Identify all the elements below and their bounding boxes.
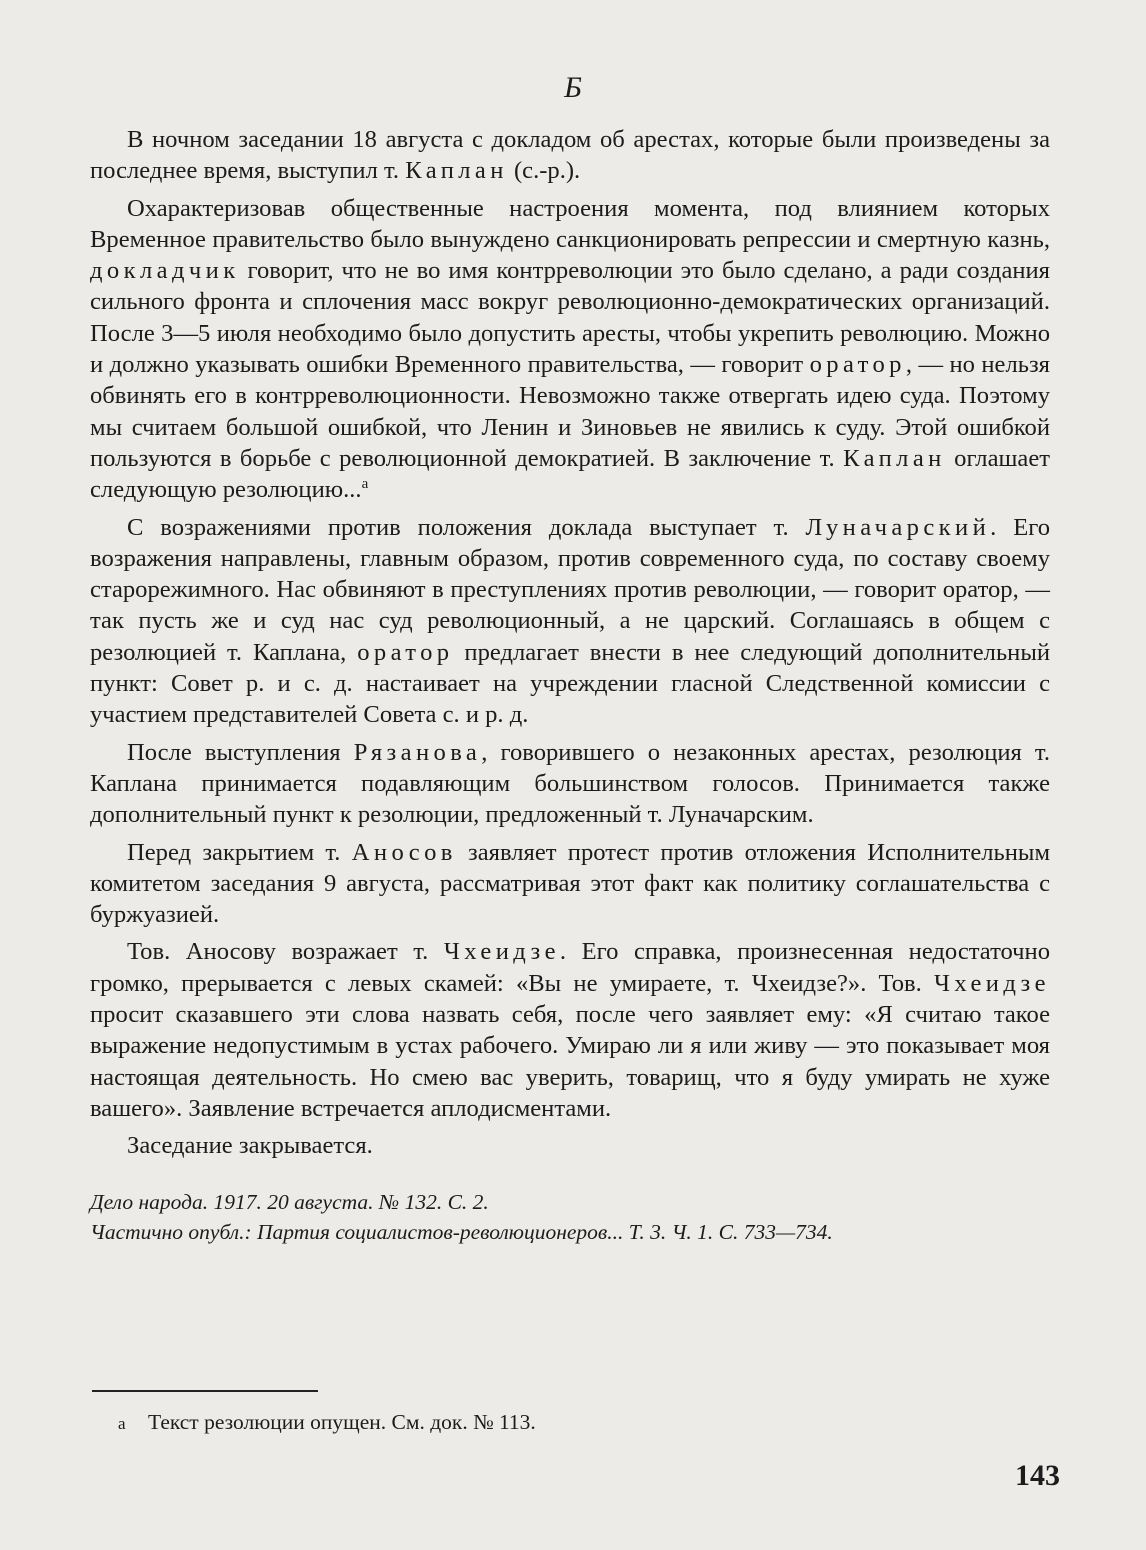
paragraph-text: , говорившего о незаконных арестах, резолюция т. Каплана принимается подавляющим большинством голосов. Принимается также дополнительный пункт к резолюции, предложенный т. Луначарским. <box>90 738 1050 829</box>
speaker-name: оратор <box>357 638 454 666</box>
paragraph-text: Тов. Аносову возражает т. <box>127 938 444 966</box>
speaker-name: Каплан <box>405 157 508 185</box>
speaker-name: Аносов <box>351 838 457 866</box>
speaker-name: докладчик <box>90 257 240 285</box>
paragraph-7 <box>90 1130 1050 1161</box>
paragraph-text: просит сказавшего эти слова назвать себя, после чего заявляет ему: «Я считаю такое выражение недопустимым в устах рабочего. Умираю ли я или живу — это показывает моя настоящая деятельность. Но смею вас уверить, товарищ, что я буду умирать не хуже вашего». Заявление встречается аплодисментами. <box>90 1001 1050 1122</box>
speaker-name: Каплан <box>843 444 946 472</box>
paragraph-text: Заседание закрывается. <box>127 1132 373 1160</box>
paragraph-text: . Его справка, произнесенная недостаточно громко, прерывается с левых скамей: «Вы не умираете, т. Чхеидзе?». Тов. <box>90 938 1050 997</box>
paragraph-1 <box>90 124 1050 187</box>
speaker-name: Рязанова <box>353 738 482 766</box>
paragraph-text: говорит, что не во имя контрреволюции это было сделано, а ради создания сильного фронта и сплочения масс вокруг революционно-демократических организаций. После 3—5 июля необходимо было допустить аресты, чтобы укрепить революцию. Можно и должно указывать ошибки Временного правительства, — говорит <box>90 257 1050 379</box>
paragraph-text: , — но нельзя обвинять его в контрреволюционности. Невозможно также отвергать идею суда. Поэтому мы считаем большой ошибкой, что Ленин и Зиновьев не явились к суду. Этой ошибкой пользуются в борьбе с революционной демократией. В заключение т. <box>90 351 1050 472</box>
paragraph-2 <box>90 193 1050 506</box>
section-letter: Б <box>564 71 582 104</box>
footnote-divider <box>92 1390 318 1392</box>
paragraph-text: После выступления <box>127 738 354 766</box>
paragraph-text: заявляет протест против отложения Исполнительным комитетом заседания 9 августа, рассматривая этот факт как политику соглашательства с буржуазией. <box>90 838 1051 929</box>
paragraph-3 <box>90 512 1050 731</box>
paragraph-4 <box>90 737 1050 831</box>
speaker-name: Чхеидзе <box>443 938 560 966</box>
speaker-name: оратор <box>809 351 906 379</box>
paragraph-5 <box>90 837 1050 931</box>
footnote-mark: а <box>118 1414 126 1433</box>
paragraph-text: Охарактеризовав общественные настроения момента, под влиянием которых Временное правительство было вынуждено санкционировать репрессии и смертную казнь, <box>90 194 1050 253</box>
paragraph-text: Перед закрытием т. <box>127 838 352 866</box>
speaker-name: Луначарский <box>805 513 991 541</box>
source-citation: Дело народа. 1917. 20 августа. № 132. С. 2. <box>90 1190 489 1214</box>
paragraph-text: В ночном заседании 18 августа с докладом об арестах, которые были произведены за последнее время, выступил т. <box>90 126 1050 185</box>
footnote-reference: а <box>361 476 369 493</box>
source-citation: Частично опубл.: Партия социалистов-революционеров... Т. 3. Ч. 1. С. 733—734. <box>90 1220 833 1244</box>
paragraph-6 <box>90 936 1050 1124</box>
paragraph-text: . Его возражения направлены, главным образом, против современного суда, по составу своему старорежимного. Нас обвиняют в преступлениях против революции, — говорит оратор, — так пусть же и суд нас суд революционный, а не царский. Соглашаясь в общем с резолюцией т. Каплана, <box>90 513 1050 666</box>
footnote <box>118 1408 536 1438</box>
paragraph-text: предлагает внести в нее следующий дополнительный пункт: Совет р. и с. д. настаивает на учреждении гласной Следственной комиссии с участием представителей Совета с. и р. д. <box>90 638 1051 729</box>
source-citations <box>90 1187 1050 1247</box>
document-body <box>90 124 1050 1168</box>
speaker-name: Чхеидзе <box>934 969 1050 997</box>
page-number: 143 <box>1015 1459 1060 1492</box>
paragraph-text: (с.-р.). <box>507 157 581 185</box>
footnote-text: Текст резолюции опущен. См. док. № 113. <box>148 1410 536 1434</box>
paragraph-text: С возражениями против положения доклада выступает т. <box>127 513 806 541</box>
paragraph-text: оглашает следующую резолюцию... <box>90 444 1051 504</box>
